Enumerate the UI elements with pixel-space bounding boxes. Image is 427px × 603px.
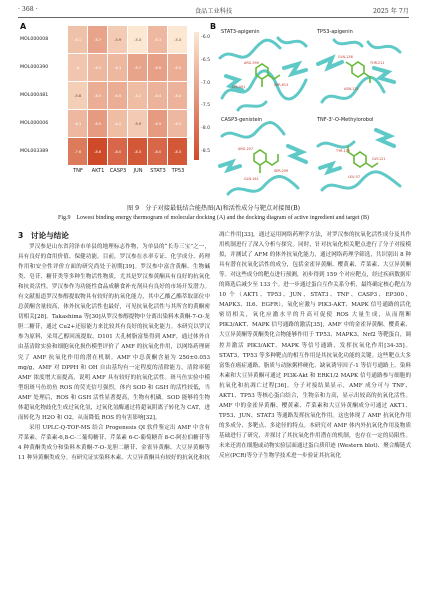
heatmap-cell: -5.9	[108, 26, 127, 53]
heatmap-col-label: AKT1	[91, 168, 105, 174]
svg-text:SER-613: SER-613	[274, 83, 289, 87]
heatmap-row-label: MOL000008	[20, 37, 49, 42]
heatmap-cell: -8.0	[108, 138, 127, 165]
docking-title: CASP3-genistein	[221, 117, 263, 123]
text-column-right	[219, 230, 411, 461]
heatmap-cell: -6.2	[128, 82, 147, 109]
figure-caption-cn: 图 9 分子对接最低结合能热图(A)和活性成分与靶点对接图(B)	[126, 205, 301, 212]
heatmap-row-label: MOL000390	[20, 65, 49, 70]
heatmap-col-label: TNF	[73, 168, 83, 174]
header-rule	[18, 17, 409, 18]
heatmap-cell: -6.5	[108, 82, 127, 109]
heatmap-col-label: TP53	[171, 168, 185, 174]
heatmap-cell: -6.3	[148, 26, 167, 53]
colorbar-tick-label: -6.0	[201, 35, 211, 40]
protein-ribbon-illustration	[314, 116, 406, 200]
paragraph: 采用 UPLC-Q-TOF-MS 结合 Progenesis QI 软件鉴定出 AMF 中含有芹菜素、芹菜素-6,8-C-二葡萄糖苷、芹菜素 6-C-葡萄糖苷 8-C-阿拉伯糖苷等 4 种黄酮类成分和染料木黄酮-7-O-龙胆二糖苷、金雀异黄酮、大豆异黄酮等 11 种异黄酮类成分。有研究证实染料木素、大豆异黄酮具有较好的抗氧化和抗	[18, 424, 210, 461]
heatmap-col-label: STAT3	[150, 168, 166, 174]
running-header	[18, 4, 409, 16]
heatmap-cell: -6.1	[68, 26, 87, 53]
heatmap-cell: -6.3	[88, 54, 107, 81]
docking-image-casp3	[218, 116, 308, 200]
svg-text:ARG-207: ARG-207	[238, 147, 253, 151]
docking-image-tp53	[314, 28, 406, 112]
section-title: 3 讨论与结论	[18, 231, 69, 240]
docking-image-tnf	[314, 116, 406, 200]
paragraph: 罗汉参是山东省菏泽市单县的地理标志作物，为单县的“长寿三宝”之一，具有良好的食用价值、保健功能。目前，罗汉参在水率专证、化学成分、药理作用和安全性评价方面的研究尚处于初期[39]。罗汉参中富含黄酮、生物碱类、皂苷、糖苷类等多种生物活性物质，尤其是罗汉参黄酮具有良好的抗氧化和抗炎活性。罗汉参作为功能性食品成糖食补充剂具有良好的市场开发潜力。有文献报道罗汉参醇提取物具有较好的抗氧化能力，其中乙酸乙酯萃取部位中总黄酮含量较高，体外抗氧化活性也最好，可见抗氧化活性与其所含的黄酮密切相关[28]。Takashima 等[30]从罗汉参醇提物中分离出染料木黄酮-7-O-龙胆二糖苷，通过 Cu2+还原能力来比较其有良好的抗氧化能力。本研究以罗汉参为原料，采用乙醇回流提取、D101 大孔树脂富集得到 AMF，通过体外自由基清除实验和细胞氧化损伤模型评价了 AMF 的抗氧化作用，以网络药理研究了 AMF 抗氧化作用的潜在机制。AMF 中总黄酮含量为 250±0.053 mg/g，AMF 对 DPPH 和 OH 自由基均有一定程度的清除能力，清除率随 AMF 浓度增大而提高，说明 AMF 具有较好的抗氧化活性。斑马鱼实验中模型组斑马鱼幼鱼 ROS 的荧光信号强烈，体内 SOD 和 GSH 的活性较低，当 AMF 处理后，ROS 和 GSH 活性显著提高，生物有机磷。SOD 能够将生物体超氧化物歧化生成过氧化氢，过氧化氢酶通过将超氧阴离子转化为 CAT，进而转化为 H2O 和 O2，从而降低 ROS 的有害影响[32]。	[18, 244, 210, 421]
text-column-left	[18, 242, 210, 463]
svg-text:TYR-119: TYR-119	[336, 149, 351, 153]
heatmap-cell: -6.8	[148, 54, 167, 81]
heatmap-row-label: MOL000006	[20, 121, 49, 126]
heatmap-cell: -5.3	[128, 26, 147, 53]
heatmap-cell: -8.3	[168, 138, 187, 165]
journal-name: 食品工业科技	[194, 8, 233, 15]
svg-text:SER-209: SER-209	[274, 169, 289, 173]
svg-text:ARG-595: ARG-595	[244, 61, 259, 65]
svg-text:GLN-161: GLN-161	[244, 177, 259, 181]
heatmap-cell: -6.4	[148, 82, 167, 109]
heatmap-cell: -5.3	[168, 26, 187, 53]
colorbar-tick-label: -6.5	[201, 57, 211, 63]
docking-panel	[210, 22, 410, 202]
docking-title: TP53-apigenin	[317, 29, 353, 35]
page-number: · 368 ·	[18, 6, 38, 13]
docking-image-stat3	[218, 28, 308, 112]
heatmap-panel	[18, 22, 223, 212]
figure-caption-en: Fig.9 Lowest binding energy thermogram of molecular docking (A) and the docking diagram of active ingredient and target (B)	[57, 215, 370, 221]
heatmap-cell: -8.0	[148, 138, 167, 165]
heatmap-cell: -5.9	[128, 110, 147, 137]
heatmap-cell: -6.5	[88, 82, 107, 109]
heatmap-cell: -8.3	[128, 138, 147, 165]
protein-ribbon-illustration	[218, 28, 308, 112]
panel-a-letter: A	[20, 22, 27, 31]
colorbar-tick-label: -8.0	[201, 126, 211, 132]
heatmap-row-label: MOL000481	[20, 93, 49, 98]
heatmap-col-label: JUN	[133, 168, 143, 174]
svg-text:LEU-57: LEU-57	[348, 175, 361, 179]
panel-b-letter: B	[210, 22, 217, 31]
heatmap-col-label: CASP3	[109, 168, 127, 174]
colorbar-tick-label: -8.5	[201, 149, 211, 154]
colorbar-tick-label: -7.5	[201, 103, 211, 109]
protein-ribbon-illustration	[314, 28, 406, 112]
heatmap-cell: -6.2	[108, 110, 127, 137]
svg-text:GLN-136: GLN-136	[338, 55, 353, 59]
heatmap-cell: -6	[68, 54, 87, 81]
svg-text:THR-211: THR-211	[370, 61, 385, 65]
colorbar-tick-label: -7.0	[201, 80, 211, 86]
protein-ribbon-illustration	[218, 116, 308, 200]
svg-text:ASN-131: ASN-131	[344, 87, 359, 91]
heatmap-cell: -8.6	[88, 138, 107, 165]
heatmap-row-label: MOL003389	[20, 149, 49, 154]
heatmap-cell: -6.9	[148, 110, 167, 137]
docking-title: TNF-3'-O-Methylorobol	[317, 117, 374, 123]
heatmap-cell: -6.3	[68, 110, 87, 137]
heatmap-cell: -6.7	[88, 26, 107, 53]
heatmap-cell: -6.4	[168, 82, 187, 109]
heatmap-cell: -7.6	[68, 138, 87, 165]
docking-title: STAT3-apigenin	[221, 29, 260, 35]
heatmap-cell: -6.3	[168, 110, 187, 137]
svg-text:LYS-591: LYS-591	[232, 85, 246, 89]
heatmap-cell: -5.8	[68, 82, 87, 109]
heatmap-cell: -6.5	[168, 54, 187, 81]
svg-text:GLY-121: GLY-121	[372, 157, 386, 161]
colorbar	[194, 32, 199, 160]
paragraph: 凋亡作用[33]，通过运用网络药理学方法，对罗汉参的抗氧化活性成分及其作用机制进行了深入分析与探究。同时，针对抗氧化相关靶点进行了分子对接模拟，并测试了 AFM 的体外抗氧化能力，通过网络药理学筛选，共识别出 8 种具有潜在抗氧化活性的成分，包括金雀异黄酮、樱黄素、芹菜素、大豆异黄酮等。对这些成分的靶点进行预测，初步得到 159 个对应靶点，经过疾病数据库的筛选后减少至 133 个。进一步通过蛋白互作关系分析，最终确定核心靶点为 10 个（AKT1、TP53、JUN、STAT3、TNF、CASP3、EP300、MAPK3、IL6、EGFR）。氧化应激与 PIK3-AKT、MAPK 信号通路的活化密切相关，氧化应激水平的升高可促使 ROS 大量生成，从而削断PIK3/AKT、MAPK 信号通路的激活[35]，AMF 中的金雀异黄酮、樱黄素、大豆异黄酮等黄酮类化合物能够作用于 TP53、MAPK3、Nrf2 等靶蛋白，调控并激活 PIK3/AKT、MAPK 等信号通路，发挥抗氧化作用[34-35]。STAT3、TP53 等多种靶点的相互作用是其抗氧化功能的关键。这些靶点大多富集在癌症通路、脂质与动脉粥样硬化、缺氧诱导因子-1 等信号通路上。染料木素和大豆异黄酮可通过 PI3K-Akt 和 ERK1/2 MAPK 信号通路参与细胞的抗氧化和抗凋亡过程[36]。分子对接结果显示，AMF 成分可与 TNF、AKT1、TP53 等核心蛋白结合，生物亲和力高，显示出较高的抗氧化活性。AMF 中的金雀异黄酮、樱黄素、芹菜素和大豆异黄酮成分可通过 AKT1、TP53、JUN、STAT3 等通路发挥抗氧化作用。这也体现了 AMF 抗氧化作用的多成分、多靶点、多途径的特点。本研究对 AMF 体内外抗氧化作用及物质基础进行了研究，并探讨了其抗氧化作用潜在的机制，也存在一定的局限性。未来还需在细胞或动物实验层面通过蛋白质印迹 (Western blot)、聚合酶链式反应(PCR)等分子生物学技术进一步验证其抗氧化	[219, 232, 411, 460]
heatmap-cell: -6.9	[88, 110, 107, 137]
heatmap-cell: -6.3	[108, 54, 127, 81]
heatmap-cell: -6.7	[128, 54, 147, 81]
issue-date: 2025 年 7月	[373, 8, 409, 15]
